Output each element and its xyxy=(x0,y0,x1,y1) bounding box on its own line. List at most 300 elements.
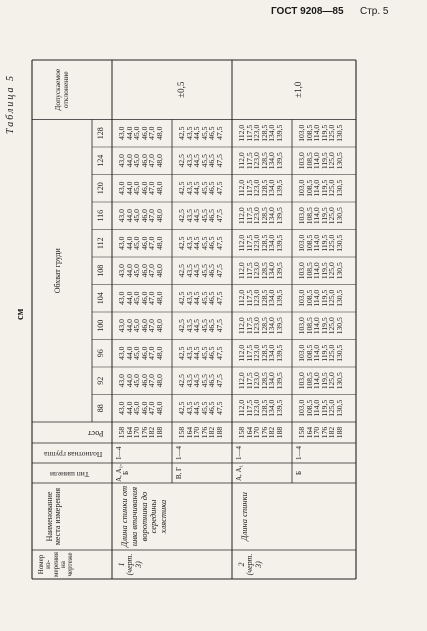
cell-value: 139,5 xyxy=(275,179,284,197)
height-value: 158 xyxy=(177,426,186,439)
header-fullness-group: Полнотная группа xyxy=(44,450,103,459)
cell-value: 130,5 xyxy=(335,317,344,335)
cell-value: 44,0 xyxy=(124,154,134,168)
tolerance-value: ±0,5 xyxy=(176,81,186,98)
cell-value: 108,5 xyxy=(304,152,314,170)
cell-value: 134,0 xyxy=(267,262,277,280)
cell-value: 48,0 xyxy=(155,374,164,388)
header-measurement-number: Номер из-мерения на чертеже xyxy=(37,552,75,577)
cell-value: 47,5 xyxy=(215,401,224,415)
cell-value: 128,5 xyxy=(259,124,269,142)
chest-size-92: 92 xyxy=(96,376,105,385)
cell-value: 44,5 xyxy=(192,236,202,250)
cell-value: 45,5 xyxy=(199,126,209,140)
height-value: 182 xyxy=(147,426,157,439)
cell-value: 139,5 xyxy=(275,399,284,417)
cell-value: 45,5 xyxy=(199,236,209,250)
cell-value: 45,5 xyxy=(199,374,209,388)
cell-value: 103,0 xyxy=(297,289,306,307)
cell-value: 103,0 xyxy=(297,234,306,252)
cell-value: 42,5 xyxy=(177,126,186,140)
cell-value: 134,0 xyxy=(267,344,277,362)
height-value: 158 xyxy=(117,426,126,439)
chest-size-100: 100 xyxy=(96,319,105,332)
cell-value: 43,0 xyxy=(117,209,126,223)
cell-value: 119,5 xyxy=(319,207,329,225)
cell-value: 43,5 xyxy=(184,319,194,333)
cell-value: 123,0 xyxy=(252,289,262,307)
cell-value: 125,0 xyxy=(327,124,337,142)
cell-value: 103,0 xyxy=(297,124,306,142)
height-value: 182 xyxy=(267,426,277,439)
cell-value: 108,5 xyxy=(304,179,314,197)
cell-value: 46,0 xyxy=(139,209,149,223)
cell-value: 114,0 xyxy=(312,399,322,417)
cell-value: 128,5 xyxy=(259,234,269,252)
cell-value: 43,0 xyxy=(117,126,126,140)
cell-value: 108,5 xyxy=(304,124,314,142)
cell-value: 45,0 xyxy=(132,181,142,195)
cell-value: 125,0 xyxy=(327,262,337,280)
cell-value: 45,0 xyxy=(132,291,142,305)
height-value: 176 xyxy=(199,426,209,439)
size-table xyxy=(0,40,400,600)
cell-value: 47,0 xyxy=(147,264,157,278)
cell-value: 119,5 xyxy=(319,179,329,197)
cell-value: 114,0 xyxy=(312,289,322,307)
cell-value: 43,0 xyxy=(117,401,126,415)
cell-value: 47,0 xyxy=(147,346,157,360)
cell-value: 46,0 xyxy=(139,401,149,415)
cell-value: 114,0 xyxy=(312,207,322,225)
cell-value: 134,0 xyxy=(267,152,277,170)
cell-value: 128,5 xyxy=(259,399,269,417)
cell-value: 47,5 xyxy=(215,319,224,333)
cell-value: 46,0 xyxy=(139,126,149,140)
cell-value: 46,5 xyxy=(207,401,217,415)
cell-value: 48,0 xyxy=(155,264,164,278)
cell-value: 45,0 xyxy=(132,319,142,333)
header-height: Рост xyxy=(88,429,104,438)
cell-value: 119,5 xyxy=(319,372,329,390)
cell-value: 134,0 xyxy=(267,207,277,225)
cell-value: 47,0 xyxy=(147,291,157,305)
cell-value: 119,5 xyxy=(319,289,329,307)
cell-value: 103,0 xyxy=(297,372,306,390)
section-number: 2 (черт. 3) xyxy=(237,553,263,576)
cell-value: 103,0 xyxy=(297,152,306,170)
cell-value: 125,0 xyxy=(327,289,337,307)
cell-value: 125,0 xyxy=(327,372,337,390)
cell-value: 134,0 xyxy=(267,289,277,307)
cell-value: 47,0 xyxy=(147,126,157,140)
cell-value: 123,0 xyxy=(252,124,262,142)
cell-value: 47,0 xyxy=(147,401,157,415)
cell-value: 44,0 xyxy=(124,126,134,140)
page-number: Стр. 5 xyxy=(360,6,389,17)
cell-value: 47,5 xyxy=(215,374,224,388)
chest-size-116: 116 xyxy=(96,209,105,222)
cell-value: 123,0 xyxy=(252,262,262,280)
cell-value: 130,5 xyxy=(335,179,344,197)
cell-value: 112,0 xyxy=(237,234,246,252)
page-header xyxy=(0,0,427,30)
cell-value: 45,0 xyxy=(132,209,142,223)
height-value: 164 xyxy=(244,426,254,439)
cell-value: 103,0 xyxy=(297,399,306,417)
cell-value: 128,5 xyxy=(259,372,269,390)
height-value: 164 xyxy=(304,426,314,439)
cell-value: 47,5 xyxy=(215,236,224,250)
cell-value: 108,5 xyxy=(304,262,314,280)
cell-value: 128,5 xyxy=(259,207,269,225)
cell-value: 114,0 xyxy=(312,262,322,280)
cell-value: 117,5 xyxy=(244,372,254,390)
cell-value: 44,5 xyxy=(192,181,202,195)
cell-value: 119,5 xyxy=(319,124,329,142)
cell-value: 43,0 xyxy=(117,374,126,388)
cell-value: 47,0 xyxy=(147,236,157,250)
cell-value: 44,5 xyxy=(192,319,202,333)
cell-value: 43,5 xyxy=(184,291,194,305)
coat-type: А, А₁, Б xyxy=(115,464,131,482)
cell-value: 44,0 xyxy=(124,236,134,250)
cell-value: 125,0 xyxy=(327,207,337,225)
cell-value: 47,5 xyxy=(215,154,224,168)
cell-value: 119,5 xyxy=(319,262,329,280)
cell-value: 114,0 xyxy=(312,234,322,252)
cell-value: 47,5 xyxy=(215,291,224,305)
header-chest-girth: Обхват груди xyxy=(53,248,62,294)
cell-value: 103,0 xyxy=(297,344,306,362)
height-value: 158 xyxy=(297,426,306,439)
cell-value: 43,0 xyxy=(117,346,126,360)
cell-value: 134,0 xyxy=(267,124,277,142)
measurement-name: Длина спинки от шва втачивания воротника до середины хлястика xyxy=(119,485,169,548)
cell-value: 130,5 xyxy=(335,289,344,307)
cell-value: 130,5 xyxy=(335,124,344,142)
cell-value: 45,0 xyxy=(132,346,142,360)
cell-value: 114,0 xyxy=(312,124,322,142)
cell-value: 47,0 xyxy=(147,154,157,168)
cell-value: 46,0 xyxy=(139,374,149,388)
cell-value: 48,0 xyxy=(155,346,164,360)
cell-value: 48,0 xyxy=(155,181,164,195)
cell-value: 43,0 xyxy=(117,181,126,195)
cell-value: 46,5 xyxy=(207,209,217,223)
cell-value: 103,0 xyxy=(297,317,306,335)
cell-value: 128,5 xyxy=(259,152,269,170)
cell-value: 42,5 xyxy=(177,181,186,195)
cell-value: 108,5 xyxy=(304,207,314,225)
cell-value: 130,5 xyxy=(335,372,344,390)
cell-value: 123,0 xyxy=(252,317,262,335)
cell-value: 46,5 xyxy=(207,264,217,278)
fullness-group: 1—4 xyxy=(295,446,303,460)
cell-value: 123,0 xyxy=(252,234,262,252)
cell-value: 44,0 xyxy=(124,319,134,333)
cell-value: 125,0 xyxy=(327,344,337,362)
cell-value: 112,0 xyxy=(237,399,246,417)
cell-value: 125,0 xyxy=(327,317,337,335)
height-value: 176 xyxy=(319,426,329,439)
cell-value: 43,5 xyxy=(184,401,194,415)
cell-value: 45,5 xyxy=(199,264,209,278)
cell-value: 139,5 xyxy=(275,317,284,335)
cell-value: 114,0 xyxy=(312,317,322,335)
cell-value: 45,0 xyxy=(132,154,142,168)
cell-value: 108,5 xyxy=(304,234,314,252)
height-value: 188 xyxy=(275,426,284,439)
table-label: Таблица 5 xyxy=(5,74,16,134)
cell-value: 45,5 xyxy=(199,209,209,223)
cell-value: 46,0 xyxy=(139,236,149,250)
height-value: 176 xyxy=(259,426,269,439)
chest-size-120: 120 xyxy=(96,182,105,195)
cell-value: 128,5 xyxy=(259,289,269,307)
cell-value: 42,5 xyxy=(177,154,186,168)
cell-value: 43,5 xyxy=(184,374,194,388)
cell-value: 47,0 xyxy=(147,209,157,223)
cell-value: 130,5 xyxy=(335,399,344,417)
cell-value: 45,0 xyxy=(132,264,142,278)
chest-size-124: 124 xyxy=(96,154,105,167)
cell-value: 139,5 xyxy=(275,372,284,390)
chest-size-128: 128 xyxy=(96,127,105,140)
cell-value: 117,5 xyxy=(244,124,254,142)
cell-value: 44,5 xyxy=(192,154,202,168)
cell-value: 47,5 xyxy=(215,181,224,195)
height-value: 170 xyxy=(132,426,142,439)
cell-value: 117,5 xyxy=(244,234,254,252)
header-tolerance: Допускаемое отклонение xyxy=(53,68,70,111)
cell-value: 47,5 xyxy=(215,209,224,223)
cell-value: 43,0 xyxy=(117,236,126,250)
fullness-group: 1—4 xyxy=(235,446,243,460)
cell-value: 45,5 xyxy=(199,181,209,195)
cell-value: 46,0 xyxy=(139,154,149,168)
cell-value: 47,5 xyxy=(215,126,224,140)
cell-value: 46,5 xyxy=(207,346,217,360)
height-value: 164 xyxy=(124,426,134,439)
cell-value: 43,0 xyxy=(117,264,126,278)
cell-value: 134,0 xyxy=(267,317,277,335)
cell-value: 46,5 xyxy=(207,319,217,333)
cell-value: 112,0 xyxy=(237,152,246,170)
cell-value: 42,5 xyxy=(177,319,186,333)
cell-value: 43,5 xyxy=(184,181,194,195)
cell-value: 114,0 xyxy=(312,372,322,390)
cell-value: 46,5 xyxy=(207,374,217,388)
cell-value: 48,0 xyxy=(155,401,164,415)
cell-value: 45,5 xyxy=(199,319,209,333)
cell-value: 42,5 xyxy=(177,346,186,360)
cell-value: 117,5 xyxy=(244,179,254,197)
cell-value: 46,5 xyxy=(207,291,217,305)
cell-value: 44,5 xyxy=(192,346,202,360)
cell-value: 125,0 xyxy=(327,399,337,417)
cell-value: 42,5 xyxy=(177,374,186,388)
height-value: 164 xyxy=(184,426,194,439)
cell-value: 117,5 xyxy=(244,289,254,307)
cell-value: 44,0 xyxy=(124,374,134,388)
measurement-name: Длина спинки xyxy=(239,492,249,541)
cell-value: 125,0 xyxy=(327,152,337,170)
header-measurement-name: Наименование места измерения xyxy=(45,487,63,546)
cell-value: 45,0 xyxy=(132,401,142,415)
cell-value: 103,0 xyxy=(297,262,306,280)
cell-value: 139,5 xyxy=(275,207,284,225)
cell-value: 45,0 xyxy=(132,126,142,140)
cell-value: 43,5 xyxy=(184,209,194,223)
cell-value: 130,5 xyxy=(335,344,344,362)
cell-value: 112,0 xyxy=(237,262,246,280)
cell-value: 117,5 xyxy=(244,152,254,170)
cell-value: 45,5 xyxy=(199,291,209,305)
cell-value: 46,5 xyxy=(207,181,217,195)
cell-value: 108,5 xyxy=(304,317,314,335)
cell-value: 48,0 xyxy=(155,291,164,305)
cell-value: 43,5 xyxy=(184,264,194,278)
cell-value: 44,5 xyxy=(192,126,202,140)
cell-value: 48,0 xyxy=(155,209,164,223)
cell-value: 128,5 xyxy=(259,317,269,335)
cell-value: 45,5 xyxy=(199,154,209,168)
coat-type: А, А₁ xyxy=(235,464,243,482)
cell-value: 46,5 xyxy=(207,126,217,140)
cell-value: 134,0 xyxy=(267,399,277,417)
cell-value: 125,0 xyxy=(327,234,337,252)
height-value: 182 xyxy=(327,426,337,439)
cell-value: 44,0 xyxy=(124,181,134,195)
cell-value: 112,0 xyxy=(237,179,246,197)
cell-value: 134,0 xyxy=(267,372,277,390)
height-value: 176 xyxy=(139,426,149,439)
cell-value: 47,5 xyxy=(215,264,224,278)
cell-value: 45,0 xyxy=(132,374,142,388)
header-coat-type: Тип шинели xyxy=(50,470,90,479)
cell-value: 44,5 xyxy=(192,374,202,388)
unit-label: см xyxy=(15,308,26,320)
cell-value: 44,5 xyxy=(192,291,202,305)
cell-value: 43,0 xyxy=(117,154,126,168)
cell-value: 134,0 xyxy=(267,234,277,252)
coat-type: Б xyxy=(295,470,303,476)
chest-size-108: 108 xyxy=(96,264,105,277)
cell-value: 117,5 xyxy=(244,399,254,417)
cell-value: 43,5 xyxy=(184,154,194,168)
cell-value: 119,5 xyxy=(319,234,329,252)
cell-value: 46,0 xyxy=(139,319,149,333)
cell-value: 46,0 xyxy=(139,264,149,278)
cell-value: 123,0 xyxy=(252,344,262,362)
cell-value: 112,0 xyxy=(237,344,246,362)
cell-value: 114,0 xyxy=(312,344,322,362)
cell-value: 114,0 xyxy=(312,179,322,197)
cell-value: 128,5 xyxy=(259,179,269,197)
cell-value: 47,5 xyxy=(215,346,224,360)
cell-value: 103,0 xyxy=(297,179,306,197)
cell-value: 46,5 xyxy=(207,236,217,250)
cell-value: 112,0 xyxy=(237,317,246,335)
cell-value: 112,0 xyxy=(237,372,246,390)
cell-value: 139,5 xyxy=(275,124,284,142)
cell-value: 112,0 xyxy=(237,289,246,307)
cell-value: 44,5 xyxy=(192,264,202,278)
cell-value: 47,0 xyxy=(147,181,157,195)
cell-value: 42,5 xyxy=(177,264,186,278)
cell-value: 134,0 xyxy=(267,179,277,197)
cell-value: 45,5 xyxy=(199,401,209,415)
cell-value: 139,5 xyxy=(275,289,284,307)
cell-value: 108,5 xyxy=(304,289,314,307)
cell-value: 42,5 xyxy=(177,291,186,305)
cell-value: 47,0 xyxy=(147,319,157,333)
cell-value: 139,5 xyxy=(275,234,284,252)
cell-value: 117,5 xyxy=(244,344,254,362)
cell-value: 43,0 xyxy=(117,291,126,305)
cell-value: 114,0 xyxy=(312,152,322,170)
cell-value: 42,5 xyxy=(177,236,186,250)
cell-value: 103,0 xyxy=(297,207,306,225)
cell-value: 108,5 xyxy=(304,344,314,362)
section-number: 1 (черт. 3) xyxy=(117,553,143,576)
cell-value: 123,0 xyxy=(252,399,262,417)
chest-size-104: 104 xyxy=(96,292,105,305)
height-value: 170 xyxy=(252,426,262,439)
cell-value: 46,0 xyxy=(139,346,149,360)
cell-value: 130,5 xyxy=(335,234,344,252)
coat-type: В, Г xyxy=(175,466,183,480)
cell-value: 112,0 xyxy=(237,124,246,142)
cell-value: 108,5 xyxy=(304,399,314,417)
tolerance-value: ±1,0 xyxy=(293,81,303,98)
height-value: 170 xyxy=(192,426,202,439)
cell-value: 117,5 xyxy=(244,262,254,280)
cell-value: 48,0 xyxy=(155,126,164,140)
cell-value: 42,5 xyxy=(177,209,186,223)
height-value: 182 xyxy=(207,426,217,439)
cell-value: 119,5 xyxy=(319,152,329,170)
chest-size-96: 96 xyxy=(96,349,105,358)
cell-value: 43,5 xyxy=(184,236,194,250)
fullness-group: 1—4 xyxy=(175,446,183,460)
cell-value: 123,0 xyxy=(252,179,262,197)
cell-value: 130,5 xyxy=(335,152,344,170)
cell-value: 139,5 xyxy=(275,344,284,362)
cell-value: 112,0 xyxy=(237,207,246,225)
cell-value: 128,5 xyxy=(259,344,269,362)
height-value: 170 xyxy=(312,426,322,439)
cell-value: 43,5 xyxy=(184,126,194,140)
cell-value: 48,0 xyxy=(155,154,164,168)
cell-value: 123,0 xyxy=(252,207,262,225)
cell-value: 108,5 xyxy=(304,372,314,390)
chest-size-112: 112 xyxy=(96,237,105,250)
cell-value: 43,0 xyxy=(117,319,126,333)
fullness-group: I—4 xyxy=(115,446,123,460)
cell-value: 119,5 xyxy=(319,344,329,362)
cell-value: 44,0 xyxy=(124,264,134,278)
cell-value: 42,5 xyxy=(177,401,186,415)
height-value: 158 xyxy=(237,426,246,439)
cell-value: 46,5 xyxy=(207,154,217,168)
cell-value: 139,5 xyxy=(275,262,284,280)
cell-value: 130,5 xyxy=(335,207,344,225)
cell-value: 44,0 xyxy=(124,209,134,223)
cell-value: 44,5 xyxy=(192,401,202,415)
cell-value: 123,0 xyxy=(252,372,262,390)
